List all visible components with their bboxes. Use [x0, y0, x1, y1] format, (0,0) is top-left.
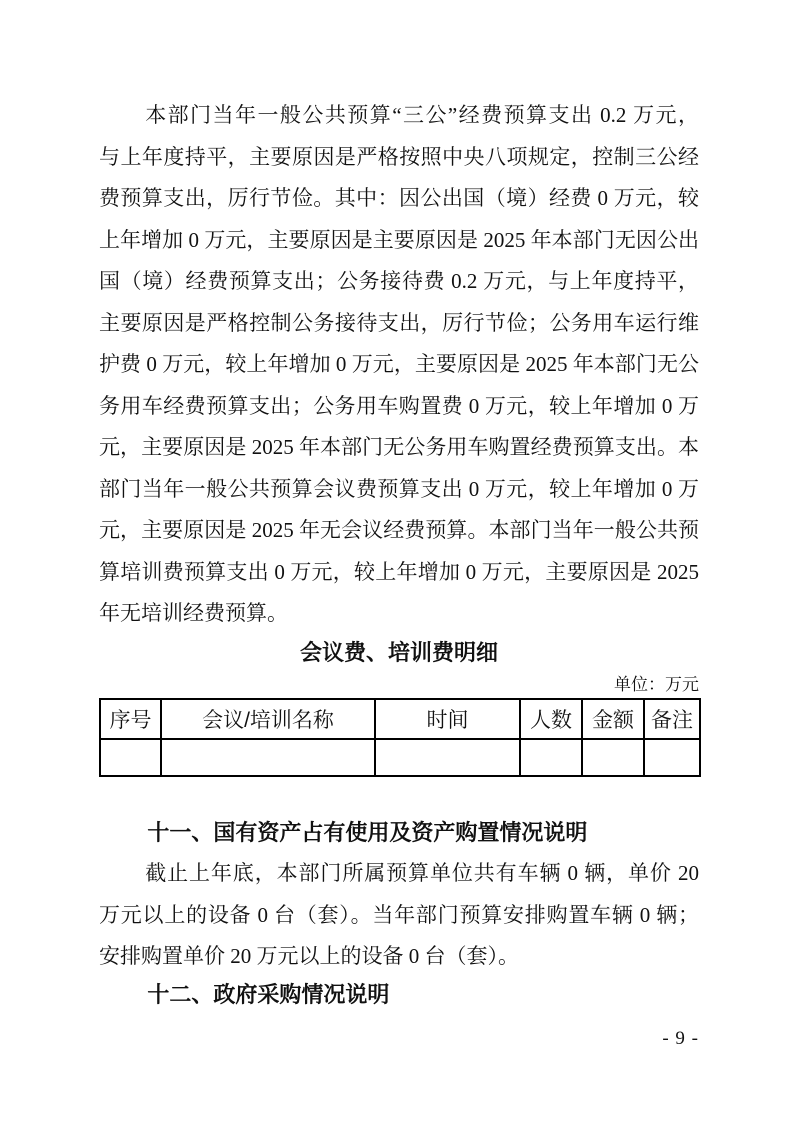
- table-header-cell: 序号: [100, 699, 161, 739]
- paragraph-three-public-line: 护费 0 万元，较上年增加 0 万元，主要原因是 2025 年本部门无公: [99, 352, 699, 376]
- paragraph-three-public-line: 本部门当年一般公共预算“三公”经费预算支出 0.2 万元，: [145, 103, 699, 127]
- table-row: [100, 739, 700, 776]
- table-cell: [644, 739, 700, 776]
- table-unit-label: 单位：万元: [614, 675, 699, 694]
- paragraph-three-public-line: 年无培训经费预算。: [99, 601, 288, 625]
- paragraph-three-public-line: 费预算支出，厉行节俭。其中：因公出国（境）经费 0 万元，较: [99, 186, 699, 210]
- paragraph-three-public-line: 务用车经费预算支出；公务用车购置费 0 万元，较上年增加 0 万: [99, 393, 699, 418]
- table-header-cell: 金额: [582, 699, 644, 739]
- table-header-cell: 人数: [520, 699, 582, 739]
- paragraph-state-assets-line: 安排购置单价 20 万元以上的设备 0 台（套）。: [99, 944, 519, 968]
- table-cell: [161, 739, 375, 776]
- table-cell: [520, 739, 582, 776]
- table-cell: [100, 739, 161, 776]
- paragraph-three-public-line: 算培训费预算支出 0 万元，较上年增加 0 万元，主要原因是 2025: [99, 559, 699, 584]
- paragraph-state-assets-line: 万元以上的设备 0 台（套）。当年部门预算安排购置车辆 0 辆；: [99, 902, 699, 927]
- section-11-heading: 十一、国有资产占有使用及资产购置情况说明: [147, 820, 588, 845]
- meeting-training-table: [99, 698, 701, 777]
- table-cell: [375, 739, 520, 776]
- meeting-training-table-title: 会议费、培训费明细: [299, 640, 498, 665]
- paragraph-three-public-line: 元，主要原因是 2025 年本部门无公务用车购置经费预算支出。本: [99, 435, 699, 459]
- page-number: - 9 -: [662, 1028, 699, 1049]
- paragraph-three-public-line: 元，主要原因是 2025 年无会议经费预算。本部门当年一般公共预: [99, 518, 699, 542]
- paragraph-three-public-expenses: [99, 95, 699, 635]
- paragraph-state-assets: [99, 853, 699, 978]
- paragraph-three-public-line: 与上年度持平，主要原因是严格按照中央八项规定，控制三公经: [99, 144, 699, 169]
- paragraph-three-public-line: 上年增加 0 万元，主要原因是主要原因是 2025 年本部门无因公出: [99, 227, 699, 252]
- table-header-cell: 会议/培训名称: [161, 699, 375, 739]
- paragraph-three-public-line: 部门当年一般公共预算会议费预算支出 0 万元，较上年增加 0 万: [99, 476, 699, 501]
- section-12-heading: 十二、政府采购情况说明: [147, 982, 390, 1007]
- table-cell: [582, 739, 644, 776]
- table-header-cell: 时间: [375, 699, 520, 739]
- paragraph-three-public-line: 主要原因是严格控制公务接待支出，厉行节俭；公务用车运行维: [99, 310, 699, 335]
- table-header-row: [100, 699, 700, 739]
- table-header-cell: 备注: [644, 699, 700, 739]
- paragraph-state-assets-line: 截止上年底，本部门所属预算单位共有车辆 0 辆，单价 20: [145, 861, 699, 885]
- paragraph-three-public-line: 国（境）经费预算支出；公务接待费 0.2 万元，与上年度持平，: [99, 269, 699, 293]
